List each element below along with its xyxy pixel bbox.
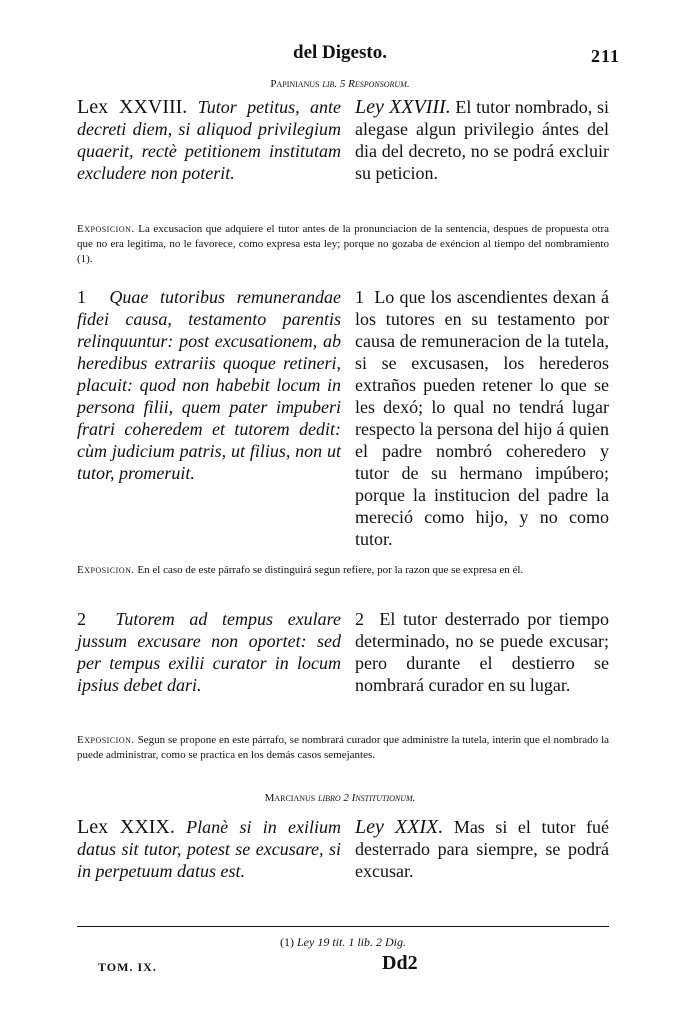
volume-label: TOM. IX.	[98, 960, 157, 974]
par-2-spanish	[355, 608, 609, 696]
exposicion-label: Exposicion.	[77, 564, 135, 576]
lex-29-spanish-lead: Ley XXIX.	[355, 816, 444, 838]
exposicion-text: Segun se propone en este párrafo, se nombrará curador que administre la tutela, interin que el nombrado la puede administrar, como se practica en los demás casos semejantes.	[77, 734, 610, 761]
section-author: Marcianus	[264, 792, 316, 804]
par-1-spanish-num: 1	[355, 287, 364, 307]
lex-28-spanish	[355, 96, 609, 184]
lex-29-latin-lead: Lex XXIX.	[77, 816, 175, 838]
section-heading-papinianus	[60, 78, 620, 90]
exposicion-label: Exposicion.	[77, 734, 135, 746]
lex-28-latin-lead: Lex XXVIII.	[77, 96, 188, 118]
exposicion-label: Exposicion.	[77, 223, 135, 235]
lex-28-spanish-text: El tutor nombrado, si alegase algun privilegio ántes del dia del decreto, no se podrá excluir su peticion.	[355, 97, 610, 183]
lex-29-latin-text: Planè si in exilium datus sit tutor, potest se excusare, si in perpetuum datus est.	[77, 817, 341, 881]
lex-29-spanish-text: Mas si el tutor fué desterrado para siempre, se podrá excusar.	[355, 817, 610, 881]
signature-mark: Dd2	[382, 952, 418, 974]
par-2-latin-num: 2	[77, 609, 86, 629]
lex-28-latin-text: Tutor petitus, ante decreti diem, si aliquod privilegium quaerit, rectè petitionem institutam excludere non poterit.	[77, 97, 342, 183]
footnote	[77, 935, 609, 950]
footnote-rule	[77, 926, 609, 927]
exposicion-2	[77, 563, 609, 578]
section-source: lib. 5 Responsorum.	[322, 78, 410, 90]
page-header	[60, 42, 620, 72]
section-heading-marcianus	[60, 792, 620, 804]
lex-29-spanish	[355, 816, 609, 882]
footnote-marker: (1)	[280, 935, 294, 949]
par-1-latin-num: 1	[77, 287, 86, 307]
lex-29-latin	[77, 816, 341, 882]
exposicion-3	[77, 733, 609, 763]
exposicion-text: La excusacion que adquiere el tutor antes de la pronunciacion de la sentencia, despues de propuesta otra que no era legitima, no le favorece, como expresa esta ley; porque no gozaba de exéncion al tiempo del nombramiento (1).	[77, 223, 610, 265]
par-1-latin-text: Quae tutoribus remunerandae fidei causa, testamento parentis relinquuntur: post excusationem, ab heredibus extrariis quoque retineri, placuit: quod non habebit locum in persona filii, quem pater impuberi fratri coheredem et tutorem dedit: cùm judicium patris, ut filius, non ut tutor, promeruit.	[77, 287, 341, 483]
par-2-spanish-num: 2	[355, 609, 364, 629]
section-source: libro 2 Institutionum.	[318, 792, 416, 804]
page-number: 211	[590, 46, 620, 66]
section-author: Papinianus	[270, 78, 320, 90]
par-1-spanish	[355, 286, 609, 550]
running-title: del Digesto.	[293, 42, 387, 63]
par-1-latin	[77, 286, 341, 484]
footnote-text: Ley 19 tit. 1 lib. 2 Dig.	[297, 935, 406, 949]
exposicion-text: En el caso de este párrafo se distinguirá segun refiere, por la razon que se expresa en él.	[137, 564, 524, 576]
exposicion-1	[77, 222, 609, 267]
par-2-spanish-text: El tutor desterrado por tiempo determinado, no se puede excusar; pero durante el destierro se nombrará curador en su lugar.	[355, 609, 609, 695]
par-1-spanish-text: Lo que los ascendientes dexan á los tutores en su testamento por causa de remuneracion de la tutela, si se excusasen, los herederos extraños pueden retener lo que se les dexó; lo qual no tendrá lugar respecto la persona del hijo á quien el padre nombró coheredero y tutor de su hermano impúbero; porque la institucion del padre la mereció como hijo, y no como tutor.	[355, 287, 609, 549]
par-2-latin	[77, 608, 341, 696]
par-2-latin-text: Tutorem ad tempus exulare jussum excusare non oportet: sed per tempus exilii curator in locum ipsius debet dari.	[77, 609, 341, 695]
lex-28-spanish-lead: Ley XXVIII.	[355, 96, 451, 118]
lex-28-latin	[77, 96, 341, 184]
